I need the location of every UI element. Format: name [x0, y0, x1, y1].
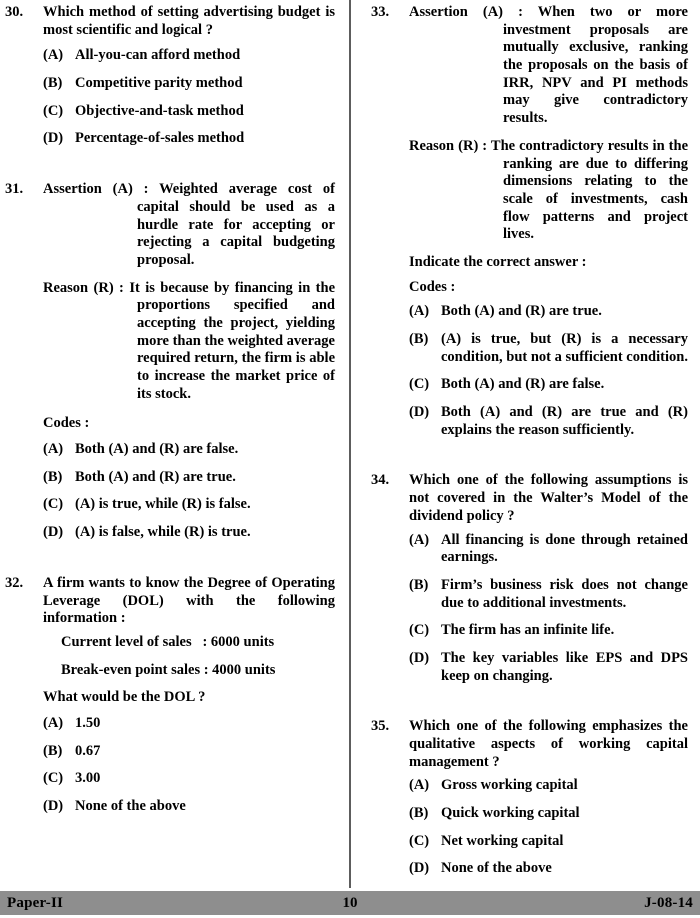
assertion-block	[409, 4, 688, 128]
option-list	[409, 777, 688, 878]
option-b[interactable]	[43, 469, 335, 487]
question-text: Which one of the following emphasizes the qualitative aspects of working capital management ?	[409, 718, 688, 770]
question-number: 34.	[371, 472, 390, 489]
question-text: A firm wants to know the Degree of Operating Leverage (DOL) with the following information :	[43, 574, 335, 627]
option-text: The firm has an infinite life.	[441, 622, 615, 639]
option-list	[409, 303, 688, 439]
option-key: (B)	[409, 805, 429, 822]
option-b[interactable]	[409, 331, 688, 366]
option-key: (A)	[43, 714, 64, 731]
option-list	[409, 532, 688, 686]
option-text: Percentage-of-sales method	[75, 130, 245, 147]
column-divider	[349, 0, 351, 888]
option-key: (A)	[409, 303, 430, 320]
option-key: (C)	[409, 832, 430, 849]
option-key: (C)	[43, 770, 64, 787]
option-text: 3.00	[75, 770, 101, 787]
option-text: Both (A) and (R) are true and (R) explains the reason sufficiently.	[441, 404, 688, 438]
option-key: (C)	[43, 102, 64, 119]
option-list	[43, 47, 335, 148]
page-footer	[0, 891, 700, 915]
option-d[interactable]	[43, 130, 335, 148]
option-text: All-you-can afford method	[75, 47, 241, 64]
option-key: (B)	[43, 468, 63, 485]
option-a[interactable]	[43, 715, 335, 733]
question-body	[43, 4, 335, 148]
question-30	[5, 4, 335, 148]
option-key: (C)	[409, 376, 430, 393]
option-text: Both (A) and (R) are true.	[75, 468, 236, 485]
option-b[interactable]	[43, 743, 335, 761]
question-number: 33.	[371, 4, 390, 20]
question-number: 30.	[5, 4, 24, 20]
option-key: (D)	[43, 130, 64, 147]
option-key: (B)	[409, 576, 429, 593]
option-list	[43, 715, 335, 816]
spacer	[5, 159, 335, 181]
option-text: Both (A) and (R) are false.	[75, 441, 239, 458]
data-line-breakeven-sales: Break-even point sales : 4000 units	[61, 661, 276, 678]
footer-page-number: 10	[342, 894, 358, 911]
option-a[interactable]	[409, 777, 688, 795]
option-text: Net working capital	[441, 832, 564, 849]
option-list	[43, 441, 335, 542]
reason-text: The contradictory results in the ranking are due to differing dimensions relating to the scale of investments, cash flow patterns and project lives.	[490, 137, 689, 243]
reason-label: Reason (R) :	[409, 137, 488, 154]
option-text: Both (A) and (R) are false.	[441, 376, 605, 393]
option-d[interactable]	[409, 860, 688, 878]
reason-block	[43, 280, 335, 404]
option-a[interactable]	[409, 532, 688, 567]
reason-label: Reason (R) :	[43, 279, 124, 296]
option-d[interactable]	[409, 650, 688, 685]
question-32	[5, 575, 335, 816]
option-key: (C)	[409, 622, 430, 639]
option-d[interactable]	[409, 404, 688, 439]
option-c[interactable]	[409, 833, 688, 851]
footer-paper-label: Paper-II	[7, 894, 64, 911]
assertion-label: Assertion (A) :	[409, 4, 523, 20]
option-key: (A)	[409, 777, 430, 794]
option-key: (B)	[409, 331, 429, 347]
reason-block	[409, 138, 688, 244]
spacer	[5, 553, 335, 575]
footer-paper-code: J-08-14	[644, 894, 693, 911]
option-d[interactable]	[43, 798, 335, 816]
option-c[interactable]	[43, 496, 335, 514]
spacer	[371, 696, 688, 718]
left-column	[0, 0, 349, 889]
question-body	[43, 575, 335, 816]
assertion-text: Weighted average cost of capital should be used as a hurdle rate for accepting or rejecting a capital budgeting proposal.	[137, 181, 335, 268]
option-text: All financing is done through retained earnings.	[441, 531, 688, 566]
assertion-block	[43, 181, 335, 269]
codes-label: Codes :	[409, 278, 456, 295]
question-31	[5, 181, 335, 542]
option-key: (D)	[409, 649, 430, 666]
question-followup: What would be the DOL ?	[43, 689, 206, 706]
question-body	[409, 4, 688, 439]
reason-text: It is because by financing in the proportions specified and accepting the project, yielding more than the weighted average required return, the firm is able to increase the market price of its stock.	[129, 279, 336, 402]
question-body	[409, 472, 688, 685]
question-text: Which one of the following assumptions is not covered in the Walter’s Model of the dividend policy ?	[409, 472, 688, 524]
option-text: 1.50	[75, 714, 101, 731]
question-number: 31.	[5, 181, 24, 198]
question-body	[409, 718, 688, 878]
option-key: (D)	[409, 404, 430, 421]
option-key: (D)	[43, 524, 64, 541]
option-text: Firm’s business risk does not change due to additional investments.	[441, 576, 688, 611]
option-text: Gross working capital	[441, 777, 578, 794]
spacer	[371, 450, 688, 472]
question-text: Which method of setting advertising budget is most scientific and logical ?	[43, 4, 335, 38]
option-text: Both (A) and (R) are true.	[441, 303, 602, 320]
option-key: (C)	[43, 496, 64, 513]
option-text: Objective-and-task method	[75, 102, 244, 119]
option-c[interactable]	[409, 376, 688, 394]
option-text: None of the above	[75, 798, 186, 814]
option-key: (A)	[43, 47, 64, 64]
option-text: 0.67	[75, 742, 101, 759]
option-c[interactable]	[409, 622, 688, 640]
option-key: (D)	[43, 798, 64, 814]
option-text: (A) is true, but (R) is a necessary condition, but not a sufficient condition.	[441, 331, 688, 365]
question-34	[371, 472, 688, 685]
option-c[interactable]	[43, 103, 335, 121]
option-d[interactable]	[43, 524, 335, 542]
option-key: (B)	[43, 75, 63, 92]
right-column	[349, 0, 700, 889]
option-c[interactable]	[43, 770, 335, 788]
question-number: 35.	[371, 718, 390, 735]
question-33	[371, 4, 688, 439]
option-text: Competitive parity method	[75, 75, 243, 92]
question-number: 32.	[5, 574, 24, 591]
option-b[interactable]	[409, 577, 688, 612]
option-key: (D)	[409, 860, 430, 877]
option-a[interactable]	[43, 47, 335, 65]
option-a[interactable]	[43, 441, 335, 459]
option-text: Quick working capital	[441, 805, 580, 822]
option-text: None of the above	[441, 860, 552, 877]
option-key: (A)	[409, 531, 430, 548]
option-text: (A) is false, while (R) is true.	[75, 524, 251, 541]
assertion-text: When two or more investment proposals are mutually exclusive, ranking the proposals on the basis of IRR, NPV and PI methods may give contradictory results.	[503, 4, 688, 127]
option-key: (B)	[43, 742, 63, 759]
option-key: (A)	[43, 441, 64, 458]
option-a[interactable]	[409, 303, 688, 321]
option-text: The key variables like EPS and DPS keep on changing.	[441, 649, 688, 684]
codes-label: Codes :	[43, 415, 90, 432]
question-body	[43, 181, 335, 542]
option-text: (A) is true, while (R) is false.	[75, 496, 251, 513]
option-b[interactable]	[409, 805, 688, 823]
option-b[interactable]	[43, 75, 335, 93]
data-line-current-sales: Current level of sales : 6000 units	[61, 633, 275, 650]
assertion-label: Assertion (A) :	[43, 181, 149, 198]
question-35	[371, 718, 688, 878]
indicate-answer-line: Indicate the correct answer :	[409, 253, 587, 270]
